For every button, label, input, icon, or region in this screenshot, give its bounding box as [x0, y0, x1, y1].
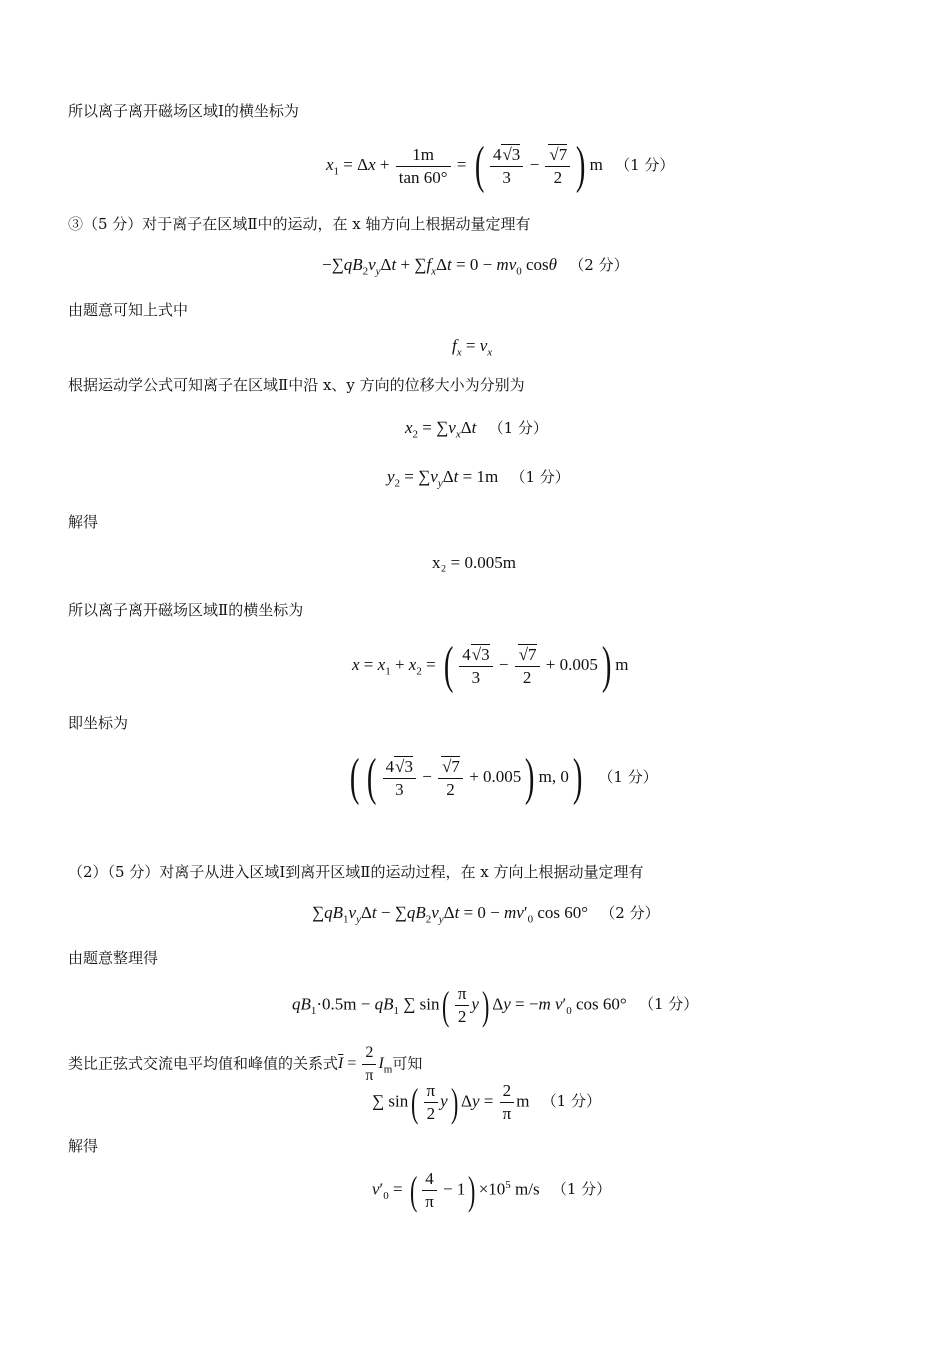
equation-momentum-x: $-\sum qB_2v_y\Delta t + \sum f_x\Delta t = 0 - mv_0$ cosθ （2 分）	[322, 255, 629, 278]
score-label: （1 分）	[551, 1180, 612, 1199]
score-label: （1 分）	[510, 468, 570, 486]
text-line: 根据运动学公式可知离子在区域Ⅱ中沿 x、y 方向的位移大小为分别为	[68, 376, 525, 394]
equation-fx: $f_x = v_x$	[452, 336, 493, 359]
text-line: 由题意可知上式中	[68, 301, 189, 319]
text-line: 解得	[68, 513, 99, 531]
score-label: （2 分）	[569, 256, 629, 274]
score-label: （1 分）	[638, 995, 699, 1014]
equation-x2-value: x₂ = 0.005m	[432, 553, 516, 572]
equation-x-total: $x = x_1 + x_2$ = ( $\frac{4√3}{3}$ − $\frac{√7}{2}$ + 0.005) m	[352, 637, 629, 694]
equation-momentum-total: $\sum qB_1v_y\Delta t - \sum qB_2v_y\Delta t = 0 - mv'_0$ cos 60° （2 分）	[312, 903, 660, 926]
score-label: （1 分）	[488, 419, 548, 437]
text-line: （2）（5 分）对离子从进入区域Ⅰ到离开区域Ⅱ的运动过程，在 x 方向上根据动量定理有	[68, 863, 644, 881]
text-line: 即坐标为	[68, 714, 129, 732]
text-line: 由题意整理得	[68, 949, 159, 967]
text-segment: 类比正弦式交流电平均值和峰值的关系式	[68, 1054, 339, 1073]
text-line: 解得	[68, 1137, 99, 1155]
equation-x2-sum: $x_2 = \sum v_x\Delta t$ （1 分）	[405, 418, 548, 441]
text-line: 所以离子离开磁场区域Ⅱ的横坐标为	[68, 601, 304, 619]
text-segment: 可知	[392, 1054, 423, 1073]
equation-y2-sum: $y_2 = \sum v_y\Delta t = 1m$ （1 分）	[387, 467, 570, 490]
text-line	[68, 1042, 422, 1087]
equation-sine-result: ∑ sin( $\frac{\pi}{2}$ y) Δy = $\frac{2}{\pi}$ m （1 分）	[372, 1079, 601, 1125]
score-label: （2 分）	[600, 904, 660, 922]
equation-coordinate: ( ( $\frac{4√3}{3}$ − $\frac{√7}{2}$ + 0.005) m, 0) （1 分）	[349, 749, 658, 806]
inline-formula: $\overline{I}$ = $\frac{2}{\pi}$ $I_m$	[338, 1044, 393, 1084]
text-line: 所以离子离开磁场区域Ⅰ的横坐标为	[68, 102, 299, 120]
score-label: （1 分）	[598, 767, 658, 786]
equation-sine-sum: $qB_1\cdot 0.5m - qB_1$ ∑ sin( $\frac{\pi}{2}$ y) Δy = −m $v'_0$ cos 60° （1 分）	[292, 982, 699, 1028]
score-label: （1 分）	[541, 1092, 601, 1111]
equation-v0-result: $v'_0$ = ( $\frac{4}{\pi}$ − $1) \times 10^5$ m/s （1 分）	[372, 1167, 612, 1213]
score-label: （1 分）	[615, 155, 675, 174]
equation-x1: $x_1 = \Delta x$ + $\frac{1m}{\tan 60^\circ}$ = ( $\frac{4√3}{3}$ − $\frac{√7}{2}$ ) m （1 分）	[326, 137, 675, 194]
text-line: ③（5 分）对于离子在区域Ⅱ中的运动，在 x 轴方向上根据动量定理有	[68, 215, 531, 233]
